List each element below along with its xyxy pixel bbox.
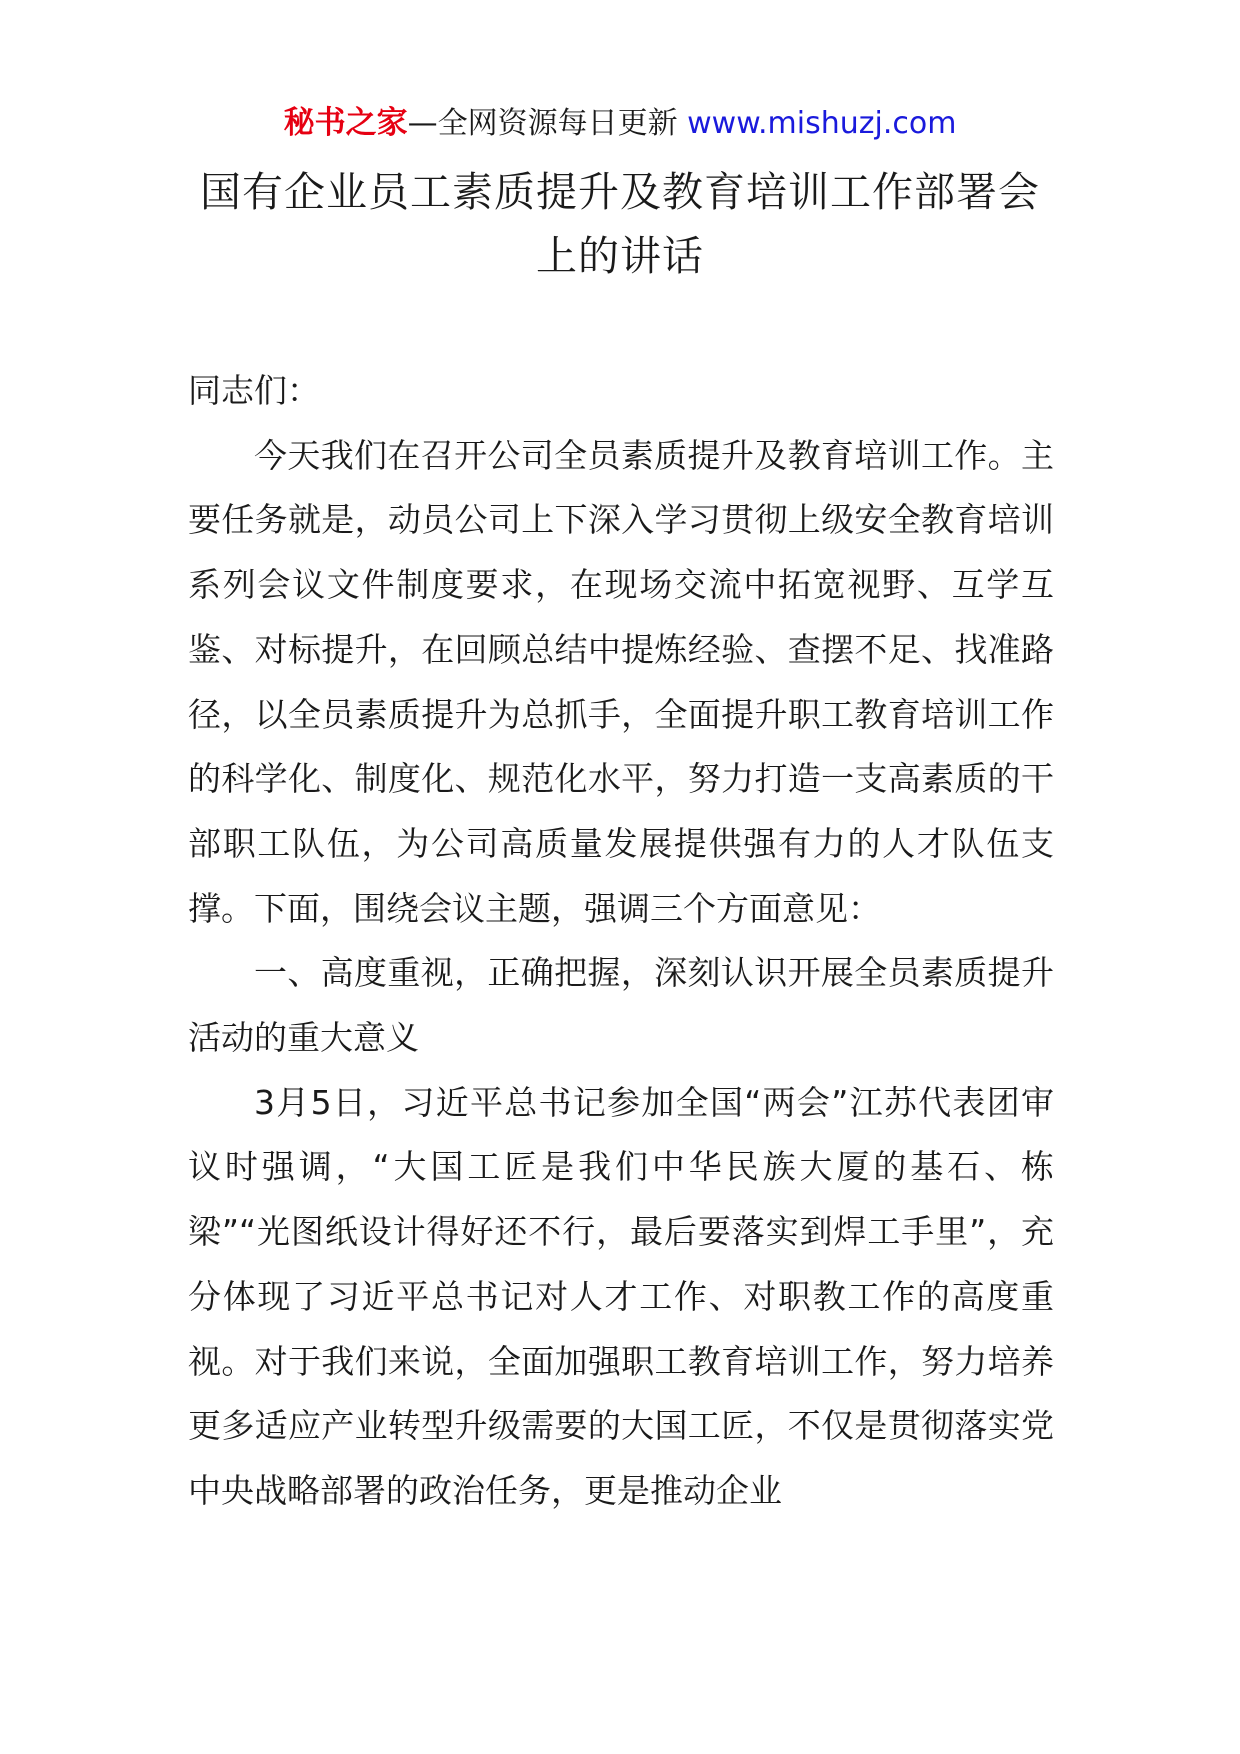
paragraph-section-1: 3月5日，习近平总书记参加全国“两会”江苏代表团审议时强调，“大国工匠是我们中华民族大厦的基石、栋梁”“光图纸设计得好还不行，最后要落实到焊工手里”，充分体现了习近平总书记对人才工作、对职教工作的高度重视。对于我们来说，全面加强职工教育培训工作，努力培养更多适应产业转型升级需要的大国工匠，不仅是贯彻落实党中央战略部署的政治任务，更是推动企业 xyxy=(188,1082,1054,1510)
paragraph-intro: 今天我们在召开公司全员素质提升及教育培训工作。主要任务就是，动员公司上下深入学习贯彻上级安全教育培训系列会议文件制度要求，在现场交流中拓宽视野、互学互鉴、对标提升，在回顾总结中提炼经验、查摆不足、找准路径，以全员素质提升为总抓手，全面提升职工教育培训工作的科学化、制度化、规范化水平，努力打造一支高素质的干部职工队伍，为公司高质量发展提供强有力的人才队伍支撑。下面，围绕会议主题，强调三个方面意见： xyxy=(188,435,1054,928)
site-url-link[interactable]: www.mishuzj.com xyxy=(687,106,957,141)
salutation: 同志们： xyxy=(188,371,320,410)
header-tagline: —全网资源每日更新 xyxy=(407,106,678,141)
site-header xyxy=(0,100,1240,147)
document-body xyxy=(188,359,1054,1524)
section-heading-1: 一、高度重视，正确把握，深刻认识开展全员素质提升活动的重大意义 xyxy=(188,953,1054,1058)
document-title: 国有企业员工素质提升及教育培训工作部署会上的讲话 xyxy=(200,168,1040,280)
brand-name: 秘书之家 xyxy=(283,105,408,141)
